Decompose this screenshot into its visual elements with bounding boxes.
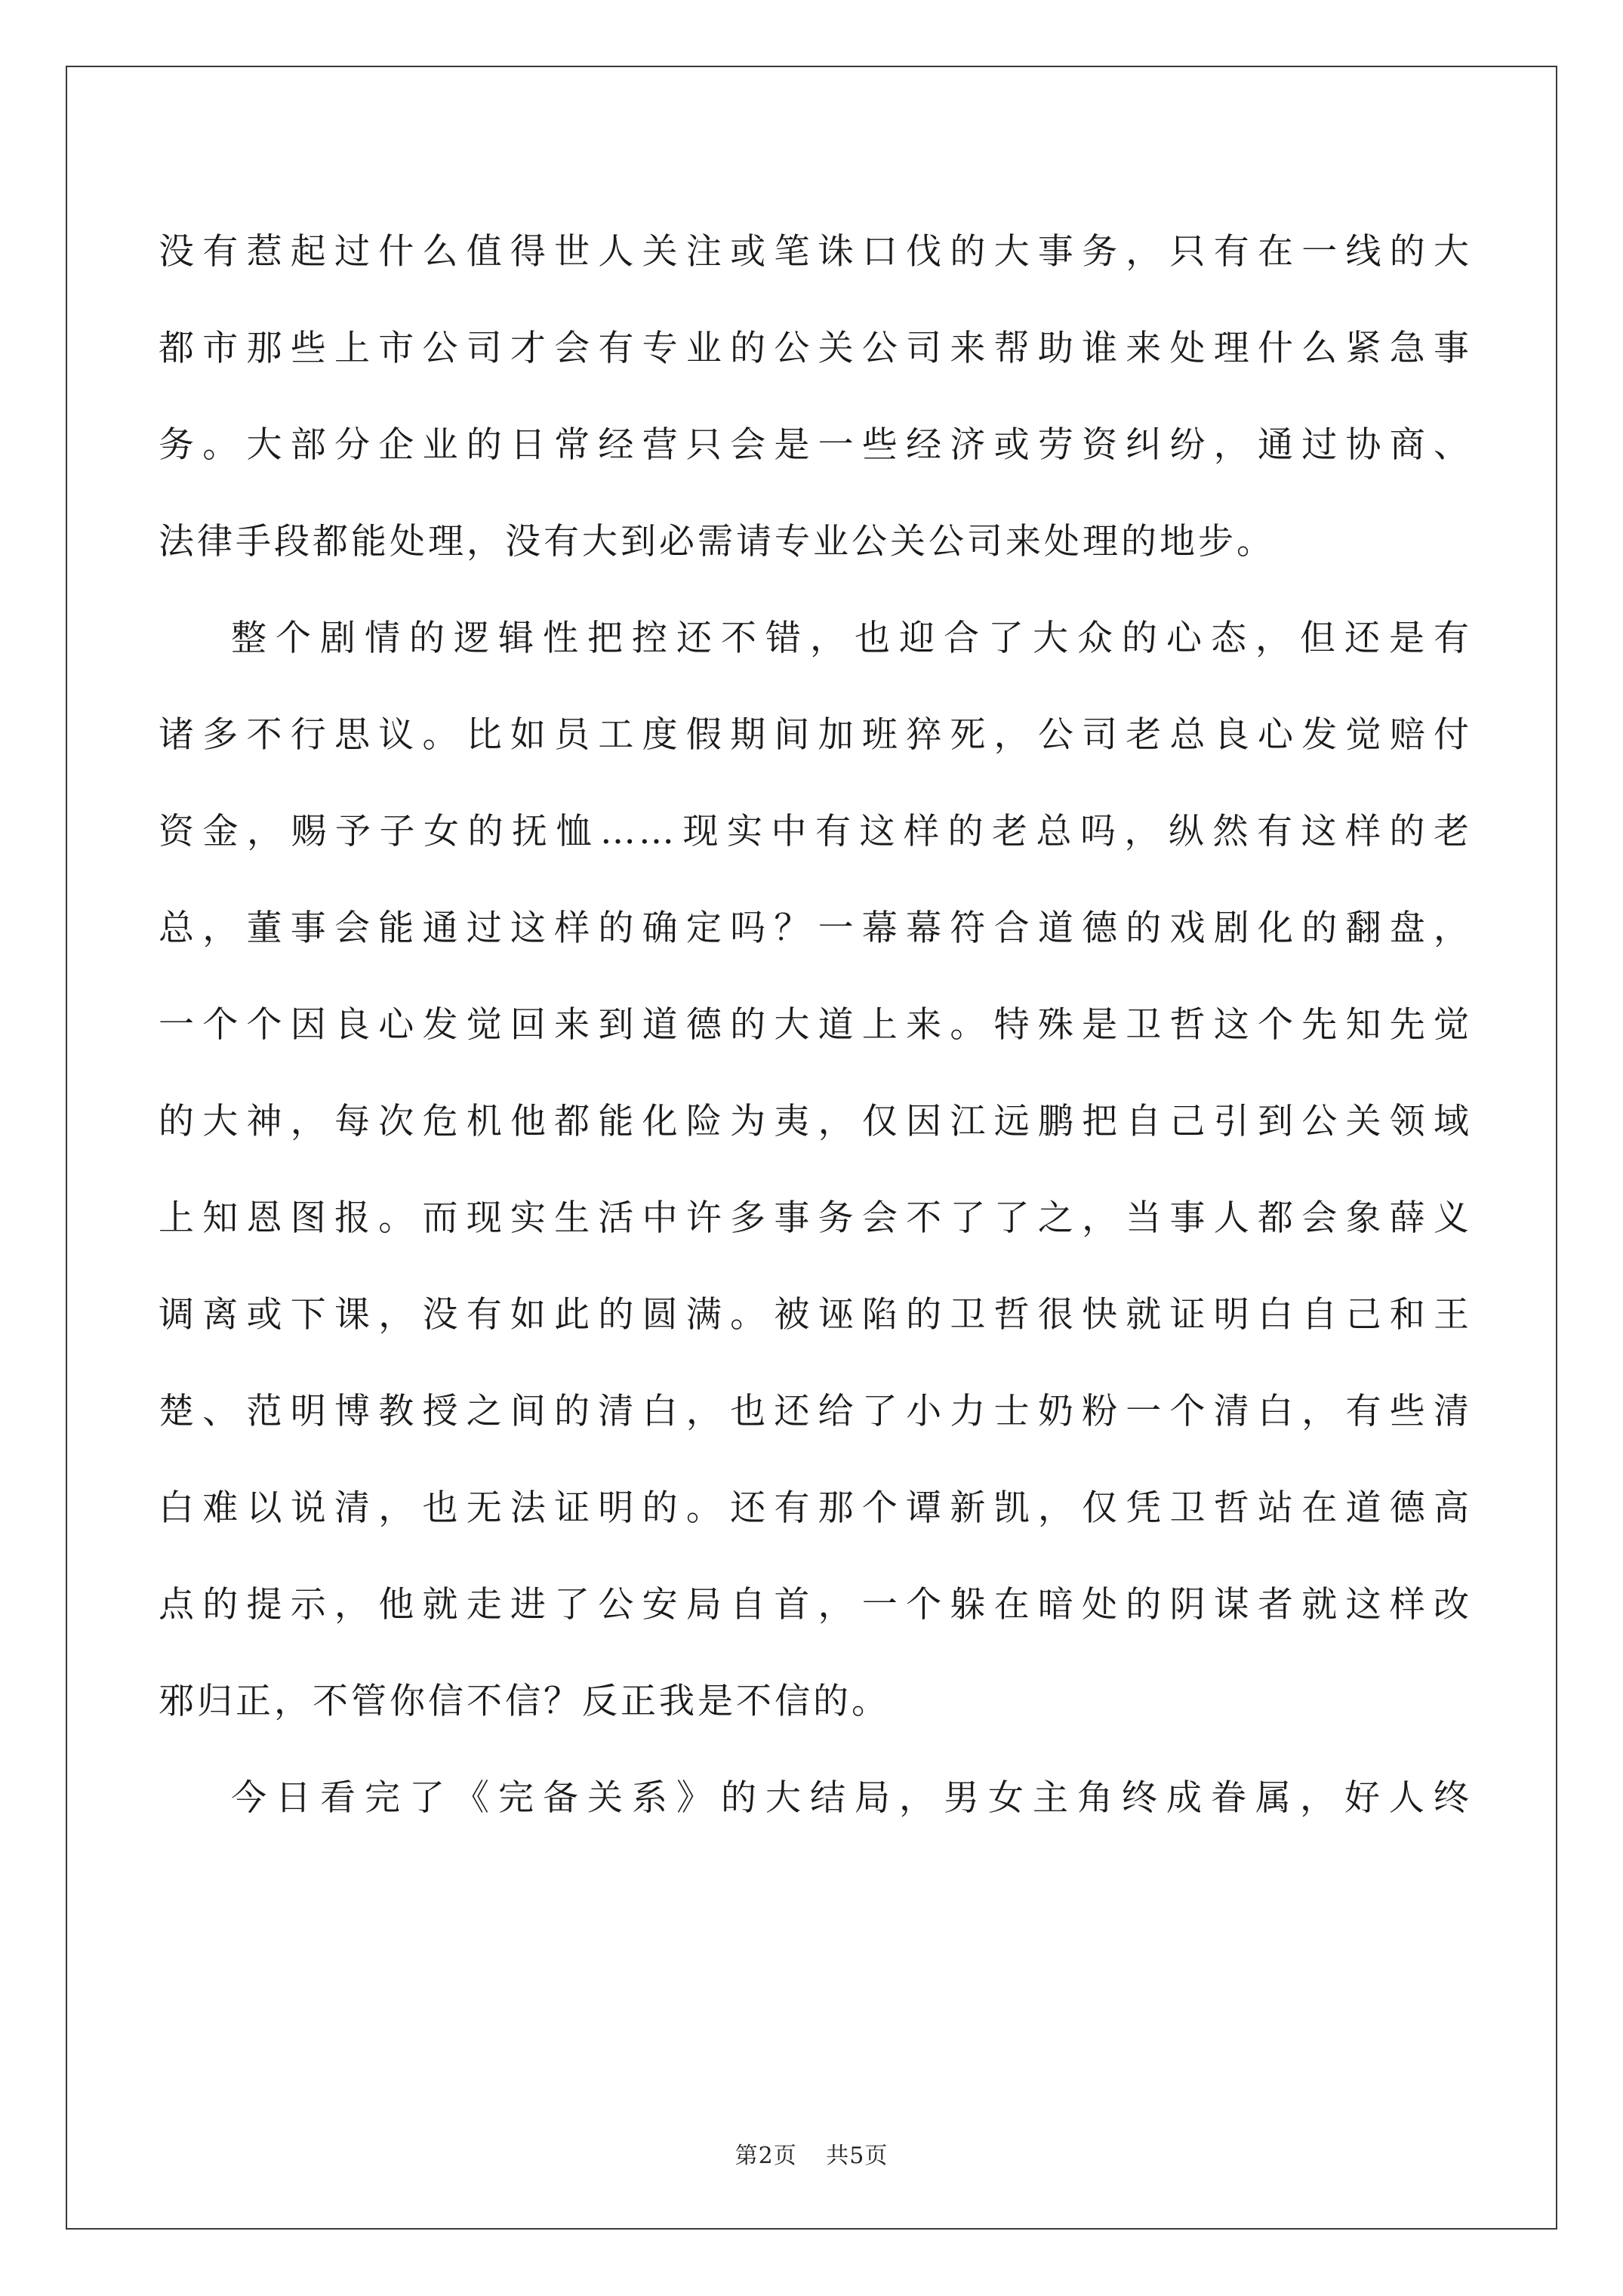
text-line: 一个个因良心发觉回来到道德的大道上来。特殊是卫哲这个先知先觉 <box>159 1004 1472 1046</box>
document-body <box>159 204 1472 1847</box>
text-line: 没有惹起过什么值得世人关注或笔诛口伐的大事务，只有在一线的大 <box>159 231 1472 273</box>
text-line: 邪归正，不管你信不信？反正我是不信的。 <box>159 1681 890 1722</box>
text-line: 今日看完了《完备关系》的大结局，男女主角终成眷属，好人终 <box>231 1777 1472 1819</box>
text-line: 的大神，每次危机他都能化险为夷，仅因江远鹏把自己引到公关领域 <box>159 1101 1472 1142</box>
text-line: 法律手段都能处理，没有大到必需请专业公关公司来处理的地步。 <box>159 521 1275 562</box>
page-number: 第2页 <box>735 2143 797 2169</box>
text-line: 白难以说清，也无法证明的。还有那个谭新凯，仅凭卫哲站在道德高 <box>159 1487 1472 1529</box>
page-footer <box>0 2137 1623 2170</box>
text-line: 总，董事会能通过这样的确定吗？一幕幕符合道德的戏剧化的翻盘， <box>159 908 1472 949</box>
text-line: 资金，赐予子女的抚恤……现实中有这样的老总吗，纵然有这样的老 <box>159 811 1472 852</box>
text-line: 整个剧情的逻辑性把控还不错，也迎合了大众的心态，但还是有 <box>231 618 1472 659</box>
text-line: 务。大部分企业的日常经营只会是一些经济或劳资纠纷，通过协商、 <box>159 424 1472 466</box>
text-line: 调离或下课，没有如此的圆满。被诬陷的卫哲很快就证明白自己和王 <box>159 1294 1472 1336</box>
text-line: 都市那些上市公司才会有专业的公关公司来帮助谁来处理什么紧急事 <box>159 328 1472 369</box>
page-total: 共5页 <box>826 2143 888 2169</box>
text-line: 上知恩图报。而现实生活中许多事务会不了了之，当事人都会象薛义 <box>159 1197 1472 1239</box>
text-line: 楚、范明博教授之间的清白，也还给了小力士奶粉一个清白，有些清 <box>159 1391 1472 1432</box>
text-line: 诸多不行思议。比如员工度假期间加班猝死，公司老总良心发觉赔付 <box>159 714 1472 756</box>
text-line: 点的提示，他就走进了公安局自首，一个躲在暗处的阴谋者就这样改 <box>159 1584 1472 1626</box>
